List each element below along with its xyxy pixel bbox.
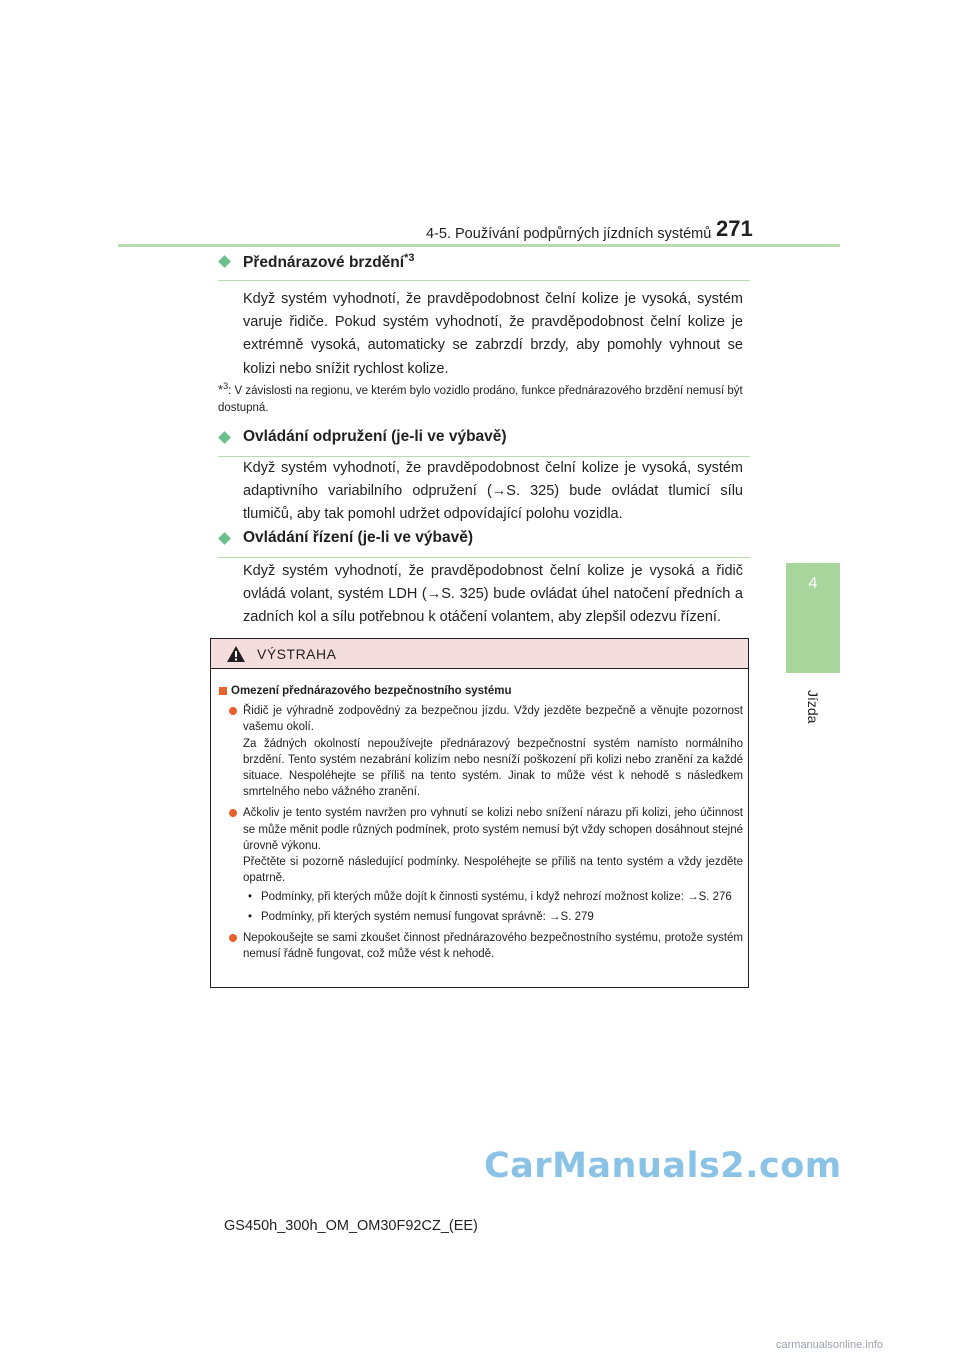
section-heading-steering-control — [218, 527, 750, 558]
section-body: Když systém vyhodnotí, že pravděpodobnost čelní kolize je vysoká a řidič ovládá volant, systém LDH (→S. 325) bude ovládat úhel natočení předních a zadních kol a sílu potřebnou k otáčení volantem, aby zlepšil odezvu řízení. — [243, 563, 743, 626]
chapter-label: Jízda — [805, 690, 821, 724]
footnote-ref: *3 — [404, 252, 415, 264]
diamond-bullet-icon — [218, 255, 231, 268]
section-title: Ovládání řízení (je-li ve výbavě) — [243, 529, 474, 546]
section-body: Když systém vyhodnotí, že pravděpodobnost čelní kolize je vysoká, systém adaptivního variabilního odpružení (→S. 325) bude ovládat tlumicí sílu tlumičů, aby tak pomohl udržet odpovídající polohu vozidla. — [243, 460, 743, 523]
warning-heading: Omezení přednárazového bezpečnostního systému — [219, 683, 743, 699]
watermark: CarManuals2.com — [484, 1146, 842, 1186]
page-number: 271 — [716, 216, 753, 241]
warning-item: Ačkoliv je tento systém navržen pro vyhnutí se kolizi nebo snížení nárazu při kolizi, jeho účinnost se může měnit podle různých podmínek, proto systém nemusí být vždy schopen dosáhnout stejné úrovně výkonu. Přečtěte si pozorně následující podmínky. Nespoléhejte se příliš na tento systém a vždy jezděte opatrně. • Podmínky, při kterých může dojít k činnosti systému, i když nehrozí možnost kolize: →S. 276 • Podmínky, při kterých systém nemusí fungovat správně: →S. 279 — [219, 805, 743, 924]
warning-title: VÝSTRAHA — [257, 646, 337, 662]
document-code: GS450h_300h_OM_OM30F92CZ_(EE) — [224, 1218, 478, 1234]
warning-item: Řidič je výhradně zodpovědný za bezpečnou jízdu. Vždy jezděte bezpečně a věnujte pozornost vašemu okolí. Za žádných okolností nepoužívejte přednárazový bezpečnostní systém namísto normálního brzdění. Tento systém nezabrání kolizím nebo nesníží poškození při kolizi nebo zranění za každé situace. Nespoléhejte se příliš na tento systém. Jinak to může vést k nehodě s následkem smrtelného nebo vážného zranění. — [219, 703, 743, 800]
section-heading-suspension-control — [218, 426, 750, 457]
warning-item: Nepokoušejte se sami zkoušet činnost přednárazového bezpečnostního systému, protože systém nemusí řádně fungovat, což může vést k nehodě. — [219, 930, 743, 962]
section-title: Ovládání odpružení (je-li ve výbavě) — [243, 428, 507, 445]
warning-box — [210, 638, 749, 988]
chapter-number: 4 — [808, 575, 818, 592]
section-body: Když systém vyhodnotí, že pravděpodobnost čelní kolize je vysoká, systém varuje řidiče. Pokud systém vyhodnotí, že pravděpodobnost čelní kolize je extrémně vysoká, automaticky se zabrzdí brzdy, aby pomohly vyhnout se kolizi nebo snížit rychlost kolize. — [243, 291, 743, 377]
warning-content — [219, 683, 743, 967]
circle-bullet-icon — [229, 809, 237, 817]
section-heading-pre-crash-braking — [218, 250, 750, 281]
section-title: Přednárazové brzdění — [243, 254, 405, 272]
diamond-bullet-icon — [218, 431, 231, 444]
footnote: *$^3$: V závislosti na regionu, ve kterém bylo vozidlo prodáno, funkce přednárazového brzdění nemusí být dostupná. — [218, 381, 743, 414]
warning-triangle-icon — [226, 645, 246, 663]
header-rule — [118, 244, 840, 247]
circle-bullet-icon — [229, 707, 237, 715]
warning-header — [211, 639, 748, 669]
section-header: 4-5. Používání podpůrných jízdních systémů — [426, 226, 712, 242]
warning-sub-item: • Podmínky, při kterých systém nemusí fungovat správně: →S. 279 — [248, 910, 594, 923]
site-credit: carmanualsonline.info — [776, 1339, 884, 1351]
footnote-text: : V závislosti na regionu, ve kterém bylo vozidlo prodáno, funkce přednárazového brzdění nemusí být dostupná. — [218, 384, 743, 414]
diamond-bullet-icon — [218, 532, 231, 545]
warning-sub-item: • Podmínky, při kterých může dojít k činnosti systému, i když nehrozí možnost kolize: →S. 276 — [248, 891, 732, 904]
circle-bullet-icon — [229, 934, 237, 942]
square-bullet-icon — [219, 687, 227, 695]
